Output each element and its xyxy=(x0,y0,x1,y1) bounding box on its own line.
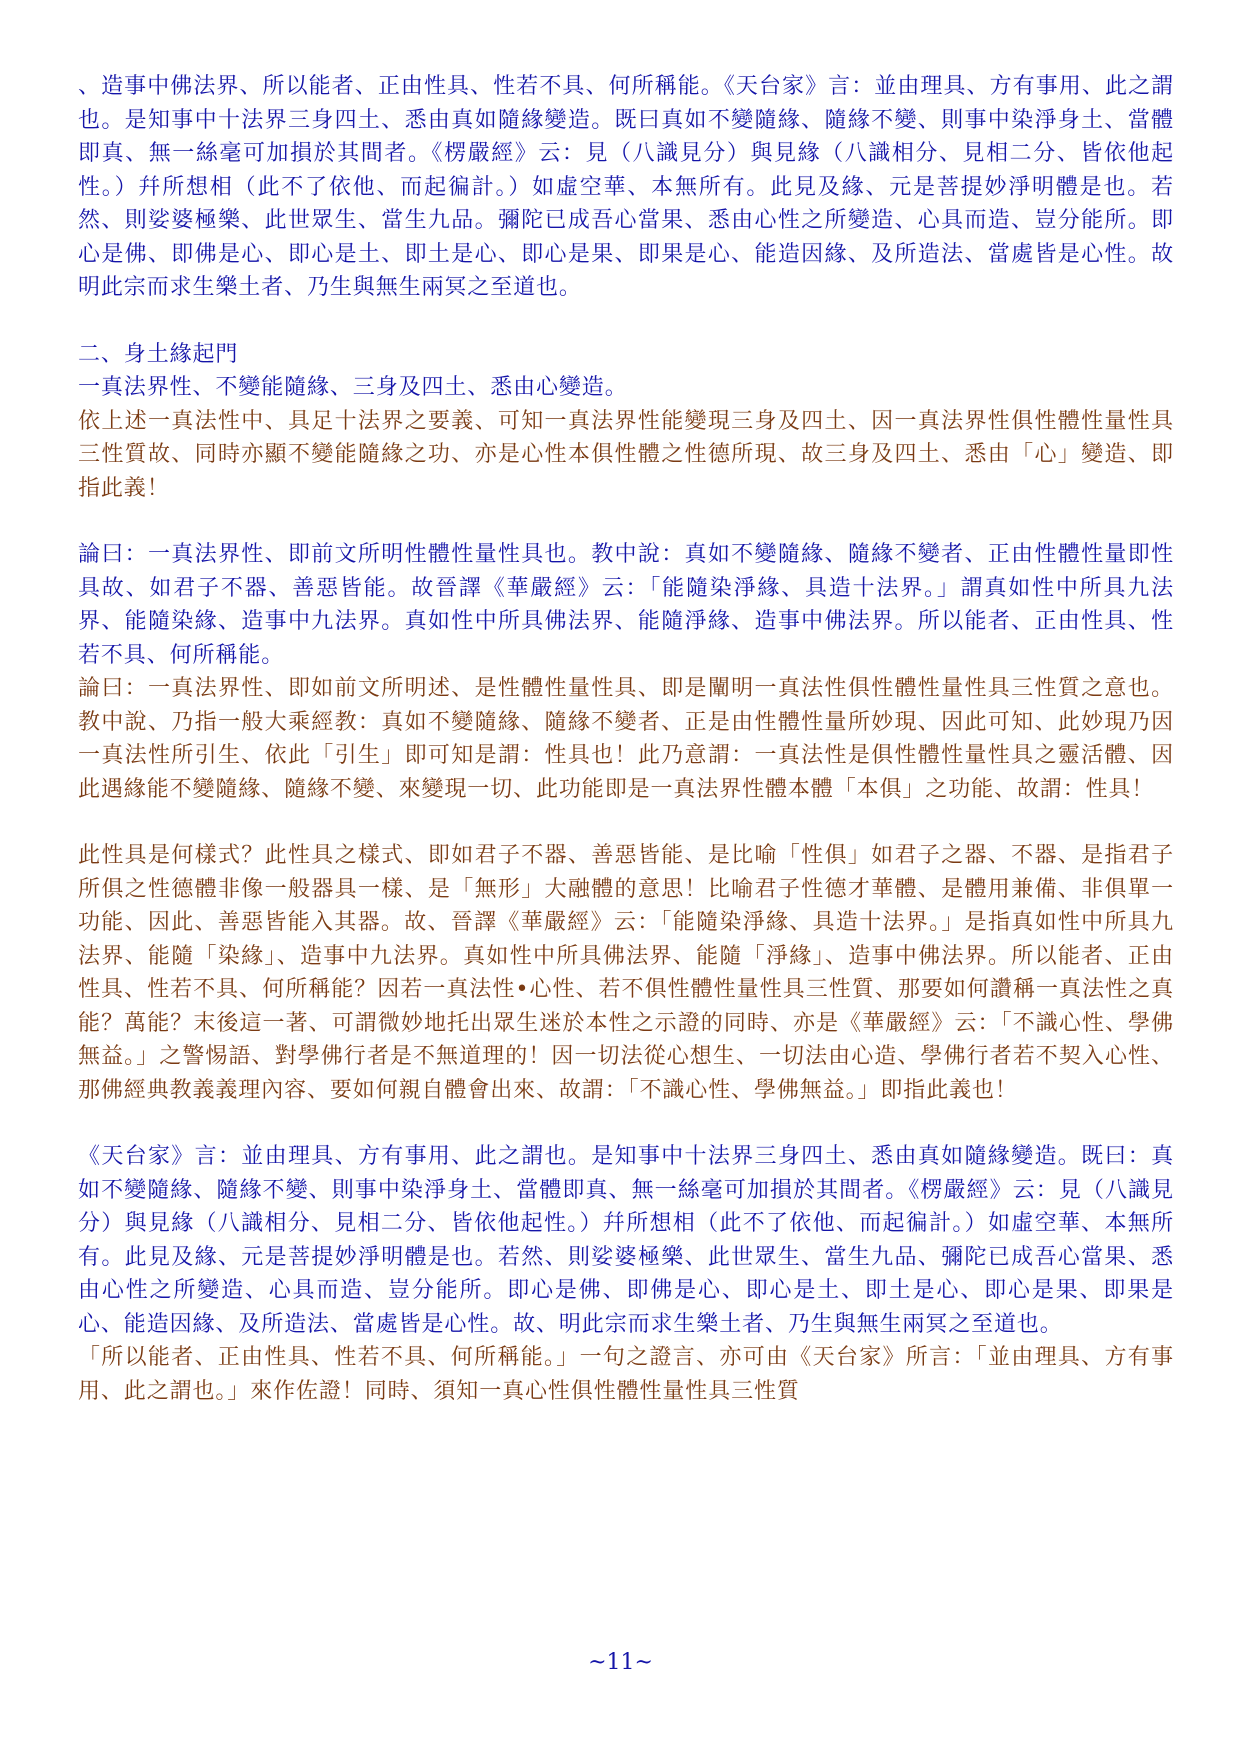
paragraph-4: 論曰：一真法界性、即如前文所明述、是性體性量性具、即是闡明一真法性俱性體性量性具三性質之意也。教中說、乃指一般大乘經教：真如不變隨緣、隨緣不變者、正是由性體性量所妙現、因此可知、此妙現乃因一真法性所引生、依此「引生」即可知是謂：性具也！此乃意謂：一真法性是俱性體性量性具之靈活體、因此遇緣能不變隨緣、隨緣不變、來變現一切、此功能即是一真法界性體本體「本俱」之功能、故謂：性具！ xyxy=(78,676,1174,802)
paragraph-3: 論曰：一真法界性、即前文所明性體性量性具也。教中說：真如不變隨緣、隨緣不變者、正由性體性量即性具故、如君子不器、善惡皆能。故晉譯《華嚴經》云：「能隨染淨緣、具造十法界。」謂真如性中所具九法界、能隨染緣、造事中九法界。真如性中所具佛法界、能隨淨緣、造事中佛法界。所以能者、正由性具、性若不具、何所稱能。 xyxy=(78,542,1174,668)
section-heading: 二、身土緣起門 xyxy=(78,341,239,367)
paragraph-gap xyxy=(78,505,1174,538)
paragraph-gap xyxy=(78,1107,1174,1140)
paragraph-gap xyxy=(78,806,1174,839)
paragraph-6: 《天台家》言：並由理具、方有事用、此之謂也。是知事中十法界三身四土、悉由真如隨緣變造。既曰：真如不變隨緣、隨緣不變、則事中染淨身土、當體即真、無一絲毫可加損於其間者。《楞嚴經》云：見（八識見分）與見緣（八識相分、見相二分、皆依他起性。）幷所想相（此不了依他、而起徧計。）如虛空華、本無所有。此見及緣、元是菩提妙淨明體是也。若然、則娑婆極樂、此世眾生、當生九品、彌陀已成吾心當果、悉由心性之所變造、心具而造、豈分能所。即心是佛、即佛是心、即心是土、即土是心、即心是果、即果是心、能造因緣、及所造法、當處皆是心性。故、明此宗而求生樂土者、乃生與無生兩冥之至道也。 xyxy=(78,1144,1174,1337)
section-verse: 一真法界性、不變能隨緣、三身及四土、悉由心變造。 xyxy=(78,375,628,400)
document-body xyxy=(78,70,1174,1408)
paragraph-5: 此性具是何樣式？此性具之樣式、即如君子不器、善惡皆能、是比喻「性俱」如君子之器、不器、是指君子所俱之性德體非像一般器具一樣、是「無形」大融體的意思！比喻君子性德才華體、是體用兼備、非俱單一功能、因此、善惡皆能入其器。故、晉譯《華嚴經》云：「能隨染淨緣、具造十法界。」是指真如性中所具九法界、能隨「染緣」、造事中九法界。真如性中所具佛法界、能隨「淨緣」、造事中佛法界。所以能者、正由性具、性若不具、何所稱能？因若一真法性•心性、若不俱性體性量性具三性質、那要如何讚稱一真法性之真能？萬能？末後這一著、可謂微妙地托出眾生迷於本性之示證的同時、亦是《華嚴經》云：「不識心性、學佛無益。」之警惕語、對學佛行者是不無道理的！因一切法從心想生、一切法由心造、學佛行者若不契入心性、那佛經典教義義理內容、要如何親自體會出來、故謂：「不識心性、學佛無益。」即指此義也！ xyxy=(78,843,1174,1103)
page-number: ~11~ xyxy=(588,1650,653,1675)
paragraph-1: 、造事中佛法界、所以能者、正由性具、性若不具、何所稱能。《天台家》言：並由理具、方有事用、此之謂也。是知事中十法界三身四土、悉由真如隨緣變造。既曰真如不變隨緣、隨緣不變、則事中染淨身土、當體即真、無一絲毫可加損於其間者。《楞嚴經》云：見（八識見分）與見緣（八識相分、見相二分、皆依他起性。）幷所想相（此不了依他、而起徧計。）如虛空華、本無所有。此見及緣、元是菩提妙淨明體是也。若然、則娑婆極樂、此世眾生、當生九品。彌陀已成吾心當果、悉由心性之所變造、心具而造、豈分能所。即心是佛、即佛是心、即心是土、即土是心、即心是果、即果是心、能造因緣、及所造法、當處皆是心性。故明此宗而求生樂土者、乃生與無生兩冥之至道也。 xyxy=(78,74,1174,300)
paragraph-7: 「所以能者、正由性具、性若不具、何所稱能。」一句之證言、亦可由《天台家》所言：「並由理具、方有事用、此之謂也。」來作佐證！同時、須知一真心性俱性體性量性具三性質 xyxy=(78,1345,1174,1404)
paragraph-gap xyxy=(78,305,1174,338)
paragraph-2: 依上述一真法性中、具足十法界之要義、可知一真法界性能變現三身及四土、因一真法界性俱性體性量性具三性質故、同時亦顯不變能隨緣之功、亦是心性本俱性體之性德所現、故三身及四土、悉由「心」變造、即指此義！ xyxy=(78,408,1174,501)
